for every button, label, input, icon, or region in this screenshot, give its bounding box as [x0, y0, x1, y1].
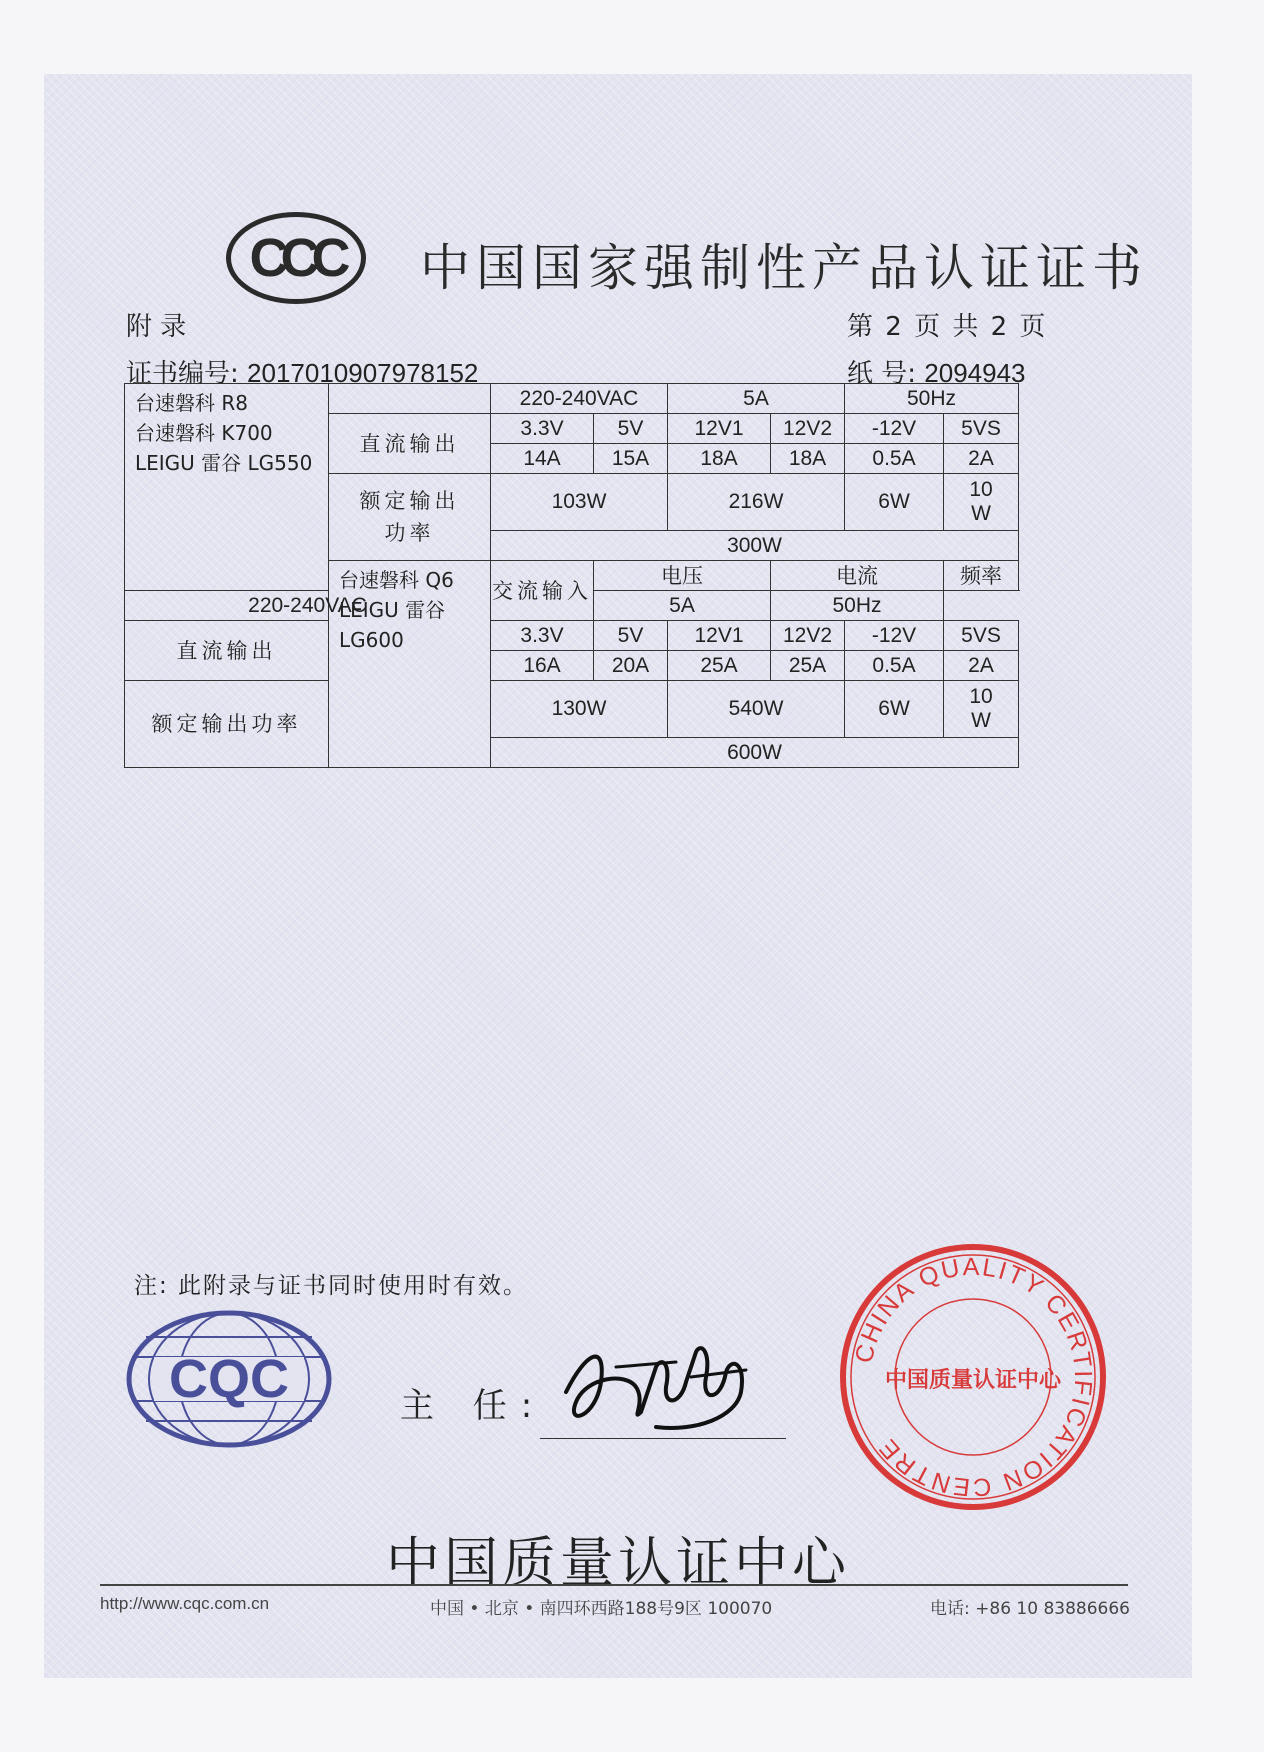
input-voltage: 220-240VAC: [125, 591, 491, 621]
total-power: 600W: [491, 738, 1019, 768]
validity-note: 注: 此附录与证书同时使用时有效。: [134, 1273, 529, 1299]
table-row: [125, 621, 1019, 651]
model-name: 台速磐科 R8: [135, 391, 248, 415]
dc-voltage: 12V1: [668, 414, 771, 444]
rated-power-label: 额定输出功率: [125, 681, 329, 768]
organization-name: 中国质量认证中心: [386, 1531, 850, 1594]
model-name: 台速磐科 K700: [135, 421, 273, 445]
dc-current: 2A: [944, 444, 1019, 474]
dc-voltage: 12V2: [771, 621, 845, 651]
footer-address: 中国 • 北京 • 南四环西路188号9区 100070: [430, 1599, 773, 1619]
power-value: 103W: [491, 474, 668, 531]
model-name: LEIGU 雷谷 LG550: [135, 451, 313, 475]
signature-line: [540, 1438, 786, 1439]
official-seal: [836, 1240, 1110, 1514]
dc-current: 0.5A: [845, 444, 944, 474]
dc-current: 20A: [594, 651, 668, 681]
paper-number: 2094943: [924, 358, 1026, 388]
power-value: 6W: [845, 474, 944, 531]
dc-voltage: 5V: [594, 414, 668, 444]
dc-voltage: -12V: [845, 621, 944, 651]
ac-header: 电流: [771, 561, 944, 591]
power-value: 10 W: [944, 474, 1019, 531]
appendix-label: 附 录: [126, 312, 187, 342]
dc-voltage: 3.3V: [491, 621, 594, 651]
director-label: 主 任:: [400, 1386, 547, 1426]
paper-number-label: 纸 号:: [847, 359, 917, 389]
model-name: LEIGU 雷谷 LG600: [339, 598, 446, 652]
director-signature: [546, 1332, 786, 1442]
dc-output-label: 直流输出: [125, 621, 329, 681]
footer-website: http://www.cqc.com.cn: [100, 1594, 270, 1613]
input-current: 5A: [594, 591, 771, 621]
footer-phone: 电话: +86 10 83886666: [930, 1599, 1130, 1619]
power-value: 216W: [668, 474, 845, 531]
dc-current: 15A: [594, 444, 668, 474]
table-row: [125, 384, 1019, 414]
dc-current: 25A: [668, 651, 771, 681]
power-value: 6W: [845, 681, 944, 738]
dc-voltage: 12V1: [668, 621, 771, 651]
input-voltage: 220-240VAC: [491, 384, 668, 414]
ac-header: 电压: [594, 561, 771, 591]
dc-current: 0.5A: [845, 651, 944, 681]
table-row: [125, 681, 1019, 738]
model-cell-group1: [125, 384, 329, 591]
dc-voltage: 5VS: [944, 414, 1019, 444]
dc-voltage: 3.3V: [491, 414, 594, 444]
dc-voltage: 12V2: [771, 414, 845, 444]
seal-outer-text: CHINA QUALITY CERTIFICATION CENTRE: [849, 1252, 1098, 1502]
cert-number: 2017010907978152: [247, 358, 479, 388]
power-value: 130W: [491, 681, 668, 738]
footer-rule: [100, 1584, 1128, 1586]
dc-voltage: 5V: [594, 621, 668, 651]
empty-label-cell: [329, 384, 491, 414]
power-value: 540W: [668, 681, 845, 738]
ac-input-label: 交流输入: [491, 561, 594, 621]
input-current: 5A: [668, 384, 845, 414]
dc-current: 18A: [771, 444, 845, 474]
total-power: 300W: [491, 531, 1019, 561]
ac-header: 频率: [944, 561, 1019, 591]
cqc-logo: [124, 1307, 334, 1451]
page-info: 第 2 页 共 2 页: [847, 312, 1048, 342]
dc-current: 25A: [771, 651, 845, 681]
rated-power-label: 额定输出功率: [329, 474, 491, 561]
dc-current: 16A: [491, 651, 594, 681]
model-name: 台速磐科 Q6: [339, 568, 454, 592]
certificate-title: 中国国家强制性产品认证证书: [420, 239, 1148, 297]
dc-current: 14A: [491, 444, 594, 474]
dc-output-label: 直流输出: [329, 414, 491, 474]
dc-voltage: -12V: [845, 414, 944, 444]
input-frequency: 50Hz: [771, 591, 944, 621]
cert-number-label: 证书编号:: [126, 359, 239, 389]
dc-current: 2A: [944, 651, 1019, 681]
dc-voltage: 5VS: [944, 621, 1019, 651]
power-value: 10 W: [944, 681, 1019, 738]
ccc-logo: CCC: [226, 212, 366, 304]
input-frequency: 50Hz: [845, 384, 1019, 414]
cqc-logo-text: CQC: [169, 1349, 289, 1409]
spec-table: [124, 383, 1019, 768]
seal-inner-text: 中国质量认证中心: [884, 1368, 1062, 1393]
dc-current: 18A: [668, 444, 771, 474]
